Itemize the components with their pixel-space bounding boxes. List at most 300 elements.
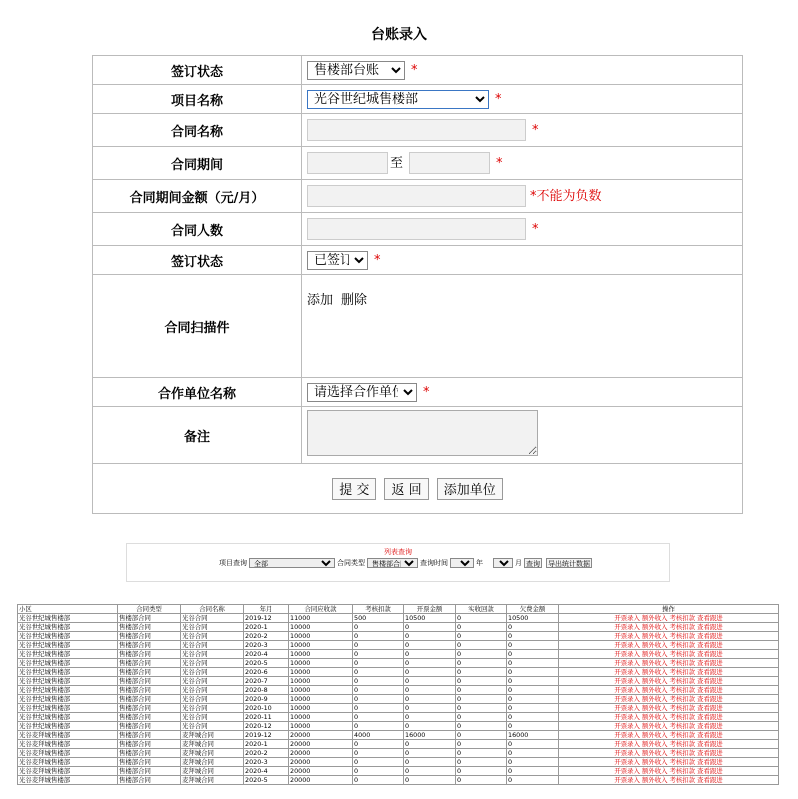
table-cell: 0 [353, 632, 404, 641]
row-action-link[interactable]: 考核扣款 [669, 623, 696, 631]
table-cell: 售楼部合同 [118, 722, 181, 731]
table-cell: 500 [353, 614, 404, 623]
project-name-label: 项目名称 [93, 85, 302, 114]
table-cell: 麦拜城合同 [181, 740, 244, 749]
table-cell: 光谷世纪城售楼部 [18, 722, 118, 731]
table-cell: 光谷麦拜城售楼部 [18, 776, 118, 785]
table-cell: 售楼部合同 [118, 659, 181, 668]
query-button[interactable]: 查询 [526, 560, 540, 568]
table-cell: 20000 [289, 767, 353, 776]
row-action-link[interactable]: 开票录入 [614, 668, 640, 676]
row-action-link[interactable]: 查看跟进 [697, 659, 723, 667]
table-cell: 光谷合同 [181, 677, 244, 686]
table-cell: 0 [507, 632, 559, 641]
row-actions [559, 740, 779, 749]
query-time-label: 查询时间 [420, 559, 448, 567]
add-unit-button[interactable]: 添加单位 [437, 478, 503, 500]
row-action-link[interactable]: 查看跟进 [697, 695, 723, 703]
row-action-link[interactable]: 考核扣款 [669, 695, 696, 703]
table-cell: 0 [507, 722, 559, 731]
project-query-select[interactable] [249, 558, 335, 568]
row-action-link[interactable]: 额外收入 [641, 758, 668, 766]
required-mark: * [423, 384, 430, 400]
table-cell: 20000 [289, 740, 353, 749]
contract-period-label: 合同期间 [93, 147, 302, 180]
remark-textarea[interactable] [307, 410, 538, 456]
row-action-link[interactable]: 额外收入 [641, 659, 668, 667]
row-action-link[interactable]: 考核扣款 [669, 650, 696, 658]
table-header-cell: 实收回款 [456, 605, 507, 614]
row-action-link[interactable]: 额外收入 [641, 641, 668, 649]
project-query-label: 项目查询 [219, 559, 247, 567]
row-action-link[interactable]: 查看跟进 [697, 704, 723, 712]
table-cell: 0 [456, 731, 507, 740]
year-select[interactable] [450, 558, 474, 568]
table-cell: 光谷合同 [181, 650, 244, 659]
row-action-link[interactable]: 考核扣款 [669, 686, 696, 694]
table-cell: 10500 [507, 614, 559, 623]
amount-hint: *不能为负数 [530, 188, 602, 204]
row-action-link[interactable]: 考核扣款 [669, 731, 696, 739]
table-header-cell: 合同名称 [181, 605, 244, 614]
remark-label: 备注 [93, 407, 302, 464]
table-cell: 光谷合同 [181, 614, 244, 623]
contract-scan-label: 合同扫描件 [93, 275, 302, 378]
table-cell: 0 [353, 659, 404, 668]
row-action-link[interactable]: 开票录入 [614, 632, 640, 640]
table-cell: 10000 [289, 659, 353, 668]
table-header-cell: 欠费金额 [507, 605, 559, 614]
row-action-link[interactable]: 考核扣款 [669, 614, 696, 622]
table-cell: 麦拜城合同 [181, 767, 244, 776]
table-cell: 售楼部合同 [118, 614, 181, 623]
table-cell: 16000 [404, 731, 456, 740]
row-action-link[interactable]: 开票录入 [614, 686, 640, 694]
row-action-link[interactable]: 查看跟进 [697, 740, 723, 748]
table-cell: 0 [353, 713, 404, 722]
row-action-link[interactable]: 额外收入 [641, 749, 668, 757]
row-action-link[interactable]: 查看跟进 [697, 677, 723, 685]
contract-name-label: 合同名称 [93, 114, 302, 147]
partner-select[interactable] [307, 383, 417, 402]
table-cell: 0 [456, 677, 507, 686]
row-action-link[interactable]: 考核扣款 [669, 758, 696, 766]
row-action-link[interactable]: 额外收入 [641, 650, 668, 658]
table-cell: 光谷世纪城售楼部 [18, 713, 118, 722]
row-action-link[interactable]: 额外收入 [641, 722, 668, 730]
row-action-link[interactable]: 额外收入 [641, 713, 668, 721]
table-cell: 10000 [289, 632, 353, 641]
row-action-link[interactable]: 额外收入 [641, 767, 668, 775]
table-cell: 0 [404, 686, 456, 695]
table-cell: 0 [404, 650, 456, 659]
table-cell: 售楼部合同 [118, 677, 181, 686]
table-cell: 售楼部合同 [118, 713, 181, 722]
row-action-link[interactable]: 开票录入 [614, 740, 640, 748]
table-cell: 0 [456, 758, 507, 767]
table-cell: 光谷世纪城售楼部 [18, 659, 118, 668]
table-cell: 2020-10 [244, 704, 289, 713]
row-action-link[interactable]: 开票录入 [614, 749, 640, 757]
table-cell: 售楼部合同 [118, 686, 181, 695]
table-row [18, 749, 779, 758]
row-action-link[interactable]: 查看跟进 [697, 686, 723, 694]
table-cell: 麦拜城合同 [181, 749, 244, 758]
table-cell: 0 [404, 632, 456, 641]
row-actions [559, 758, 779, 767]
row-action-link[interactable]: 查看跟进 [697, 650, 723, 658]
row-action-link[interactable]: 额外收入 [641, 623, 668, 631]
year-suffix: 年 [476, 559, 483, 567]
period-start-input[interactable] [307, 152, 388, 174]
table-cell: 光谷世纪城售楼部 [18, 668, 118, 677]
table-cell: 0 [353, 641, 404, 650]
row-action-link[interactable]: 开票录入 [614, 650, 640, 658]
row-actions [559, 659, 779, 668]
table-cell: 0 [404, 758, 456, 767]
row-action-link[interactable]: 额外收入 [641, 677, 668, 685]
table-cell: 10000 [289, 695, 353, 704]
row-action-link[interactable]: 开票录入 [614, 731, 640, 739]
table-cell: 0 [353, 686, 404, 695]
table-cell: 光谷麦拜城售楼部 [18, 740, 118, 749]
table-cell: 光谷合同 [181, 686, 244, 695]
table-cell: 0 [456, 632, 507, 641]
table-cell: 2020-11 [244, 713, 289, 722]
row-action-link[interactable]: 查看跟进 [697, 749, 723, 757]
row-action-link[interactable]: 考核扣款 [669, 659, 696, 667]
required-mark: * [532, 221, 539, 237]
table-cell: 售楼部合同 [118, 731, 181, 740]
signed-status-label: 签订状态 [93, 246, 302, 275]
table-row [18, 722, 779, 731]
table-row [18, 668, 779, 677]
row-action-link[interactable]: 考核扣款 [669, 722, 696, 730]
table-cell: 0 [404, 767, 456, 776]
table-cell: 0 [404, 749, 456, 758]
row-action-link[interactable]: 额外收入 [641, 731, 668, 739]
row-action-link[interactable]: 开票录入 [614, 722, 640, 730]
table-cell: 20000 [289, 749, 353, 758]
row-action-link[interactable]: 考核扣款 [669, 740, 696, 748]
row-action-link[interactable]: 查看跟进 [697, 641, 723, 649]
export-stats-button[interactable]: 导出统计数据 [548, 560, 590, 568]
table-cell: 2020-12 [244, 722, 289, 731]
month-suffix: 月 [515, 559, 522, 567]
table-cell: 售楼部合同 [118, 758, 181, 767]
period-to-text: 至 [390, 155, 404, 171]
row-actions [559, 704, 779, 713]
table-cell: 2020-3 [244, 641, 289, 650]
row-action-link[interactable]: 查看跟进 [697, 713, 723, 721]
row-action-link[interactable]: 查看跟进 [697, 614, 723, 622]
row-actions [559, 623, 779, 632]
table-cell: 0 [507, 776, 559, 785]
row-action-link[interactable]: 开票录入 [614, 767, 640, 775]
table-cell: 0 [507, 686, 559, 695]
table-cell: 0 [507, 623, 559, 632]
row-actions [559, 686, 779, 695]
table-cell: 售楼部合同 [118, 704, 181, 713]
table-cell: 0 [404, 623, 456, 632]
table-cell: 0 [456, 704, 507, 713]
table-cell: 0 [404, 713, 456, 722]
table-cell: 0 [456, 668, 507, 677]
required-mark: * [374, 252, 381, 268]
table-cell: 光谷麦拜城售楼部 [18, 731, 118, 740]
row-action-link[interactable]: 查看跟进 [697, 758, 723, 766]
table-cell: 光谷合同 [181, 659, 244, 668]
row-action-link[interactable]: 开票录入 [614, 659, 640, 667]
table-cell: 11000 [289, 614, 353, 623]
row-action-link[interactable]: 额外收入 [641, 668, 668, 676]
table-cell: 光谷合同 [181, 632, 244, 641]
contract-amount-label: 合同期间金额（元/月） [93, 180, 302, 213]
submit-button[interactable]: 提 交 [332, 478, 376, 500]
table-cell: 光谷合同 [181, 713, 244, 722]
table-cell: 0 [507, 641, 559, 650]
table-row [18, 731, 779, 740]
table-cell: 20000 [289, 776, 353, 785]
table-row [18, 695, 779, 704]
signed-status-select[interactable] [307, 251, 368, 270]
query-toolbar [219, 558, 594, 568]
row-action-link[interactable]: 考核扣款 [669, 749, 696, 757]
required-mark: * [496, 155, 503, 171]
table-row [18, 767, 779, 776]
table-row [18, 686, 779, 695]
table-cell: 0 [456, 659, 507, 668]
table-cell: 光谷世纪城售楼部 [18, 704, 118, 713]
sign-status-label: 签订状态 [93, 56, 302, 85]
contract-type-select[interactable] [367, 558, 418, 568]
table-row [18, 659, 779, 668]
row-actions [559, 731, 779, 740]
table-cell: 0 [404, 740, 456, 749]
row-action-link[interactable]: 开票录入 [614, 677, 640, 685]
table-cell: 10000 [289, 641, 353, 650]
row-action-link[interactable]: 查看跟进 [697, 632, 723, 640]
table-cell: 光谷世纪城售楼部 [18, 695, 118, 704]
table-cell: 麦拜城合同 [181, 776, 244, 785]
row-actions [559, 632, 779, 641]
table-cell: 光谷合同 [181, 623, 244, 632]
required-mark: * [495, 91, 502, 107]
table-cell: 2020-2 [244, 749, 289, 758]
row-action-link[interactable]: 考核扣款 [669, 668, 696, 676]
table-header-cell: 小区 [18, 605, 118, 614]
table-cell: 0 [353, 776, 404, 785]
table-cell: 2019-12 [244, 731, 289, 740]
row-action-link[interactable]: 开票录入 [614, 713, 640, 721]
table-row [18, 740, 779, 749]
project-name-select[interactable] [307, 90, 489, 109]
table-cell: 0 [456, 614, 507, 623]
table-cell: 光谷合同 [181, 668, 244, 677]
row-actions [559, 749, 779, 758]
table-cell: 0 [353, 722, 404, 731]
table-cell: 售楼部合同 [118, 623, 181, 632]
row-action-link[interactable]: 额外收入 [641, 632, 668, 640]
contract-name-input[interactable] [307, 119, 526, 141]
row-action-link[interactable]: 考核扣款 [669, 704, 696, 712]
table-cell: 0 [353, 740, 404, 749]
table-cell: 0 [456, 686, 507, 695]
row-action-link[interactable]: 考核扣款 [669, 713, 696, 721]
table-cell: 16000 [507, 731, 559, 740]
row-action-link[interactable]: 查看跟进 [697, 722, 723, 730]
table-cell: 2020-5 [244, 776, 289, 785]
table-cell: 售楼部合同 [118, 650, 181, 659]
table-cell: 10000 [289, 623, 353, 632]
table-cell: 0 [353, 758, 404, 767]
row-actions [559, 695, 779, 704]
table-cell: 2019-12 [244, 614, 289, 623]
table-row [18, 776, 779, 785]
row-action-link[interactable]: 考核扣款 [669, 776, 696, 784]
table-row [18, 758, 779, 767]
table-row [18, 641, 779, 650]
table-cell: 0 [353, 695, 404, 704]
scan-add-link[interactable]: 添加 [307, 293, 334, 308]
contract-people-input[interactable] [307, 218, 526, 240]
table-cell: 光谷麦拜城售楼部 [18, 767, 118, 776]
table-header-cell: 考核扣款 [353, 605, 404, 614]
table-row [18, 614, 779, 623]
table-cell: 光谷世纪城售楼部 [18, 641, 118, 650]
table-cell: 售楼部合同 [118, 695, 181, 704]
table-cell: 0 [507, 767, 559, 776]
table-cell: 0 [507, 677, 559, 686]
table-cell: 0 [353, 623, 404, 632]
row-action-link[interactable]: 查看跟进 [697, 731, 723, 739]
row-action-link[interactable]: 查看跟进 [697, 776, 723, 784]
table-cell: 光谷合同 [181, 641, 244, 650]
back-button[interactable]: 返 回 [384, 478, 428, 500]
contract-amount-input[interactable] [307, 185, 526, 207]
row-action-link[interactable]: 考核扣款 [669, 641, 696, 649]
row-actions [559, 641, 779, 650]
table-cell: 售楼部合同 [118, 668, 181, 677]
row-action-link[interactable]: 考核扣款 [669, 677, 696, 685]
table-cell: 0 [404, 722, 456, 731]
table-cell: 10000 [289, 704, 353, 713]
table-cell: 2020-9 [244, 695, 289, 704]
table-cell: 光谷麦拜城售楼部 [18, 758, 118, 767]
row-actions [559, 776, 779, 785]
scan-delete-link[interactable]: 删除 [341, 293, 368, 308]
sign-status-select[interactable] [307, 61, 405, 80]
row-action-link[interactable]: 查看跟进 [697, 668, 723, 676]
table-header-row [18, 605, 779, 614]
table-row [18, 713, 779, 722]
table-cell: 0 [456, 776, 507, 785]
row-action-link[interactable]: 开票录入 [614, 704, 640, 712]
table-cell: 光谷合同 [181, 704, 244, 713]
row-action-link[interactable]: 额外收入 [641, 686, 668, 694]
row-action-link[interactable]: 查看跟进 [697, 767, 723, 775]
table-cell: 0 [456, 722, 507, 731]
row-actions [559, 767, 779, 776]
row-action-link[interactable]: 额外收入 [641, 776, 668, 784]
table-cell: 光谷世纪城售楼部 [18, 632, 118, 641]
table-cell: 2020-8 [244, 686, 289, 695]
table-cell: 10000 [289, 650, 353, 659]
row-action-link[interactable]: 开票录入 [614, 641, 640, 649]
table-cell: 0 [404, 668, 456, 677]
table-cell: 0 [507, 713, 559, 722]
table-cell: 2020-2 [244, 632, 289, 641]
row-action-link[interactable]: 考核扣款 [669, 767, 696, 775]
table-cell: 0 [353, 650, 404, 659]
table-cell: 2020-7 [244, 677, 289, 686]
table-cell: 0 [507, 740, 559, 749]
table-row [18, 623, 779, 632]
row-action-link[interactable]: 查看跟进 [697, 623, 723, 631]
table-header-cell: 操作 [559, 605, 779, 614]
table-cell: 0 [507, 668, 559, 677]
row-actions [559, 614, 779, 623]
table-header-cell: 合同类型 [118, 605, 181, 614]
table-cell: 10000 [289, 686, 353, 695]
table-row [18, 704, 779, 713]
row-action-link[interactable]: 开票录入 [614, 695, 640, 703]
row-action-link[interactable]: 额外收入 [641, 695, 668, 703]
table-cell: 0 [456, 650, 507, 659]
ledger-table [17, 604, 779, 785]
table-cell: 10500 [404, 614, 456, 623]
table-cell: 0 [456, 713, 507, 722]
table-row [18, 677, 779, 686]
table-cell: 0 [507, 695, 559, 704]
table-cell: 0 [507, 659, 559, 668]
row-action-link[interactable]: 额外收入 [641, 704, 668, 712]
table-cell: 光谷世纪城售楼部 [18, 677, 118, 686]
table-cell: 0 [404, 659, 456, 668]
row-action-link[interactable]: 开票录入 [614, 758, 640, 766]
row-action-link[interactable]: 开票录入 [614, 614, 640, 622]
table-cell: 0 [507, 749, 559, 758]
month-select[interactable] [493, 558, 513, 568]
period-end-input[interactable] [409, 152, 490, 174]
row-action-link[interactable]: 开票录入 [614, 776, 640, 784]
table-cell: 0 [456, 641, 507, 650]
table-cell: 0 [404, 677, 456, 686]
table-cell: 20000 [289, 758, 353, 767]
table-cell: 2020-1 [244, 740, 289, 749]
table-cell: 0 [456, 767, 507, 776]
contract-type-label: 合同类型 [337, 559, 365, 567]
table-cell: 0 [456, 740, 507, 749]
table-cell: 10000 [289, 677, 353, 686]
table-cell: 光谷世纪城售楼部 [18, 614, 118, 623]
row-actions [559, 722, 779, 731]
table-cell: 0 [507, 650, 559, 659]
table-cell: 0 [456, 749, 507, 758]
row-action-link[interactable]: 开票录入 [614, 623, 640, 631]
table-cell: 0 [507, 704, 559, 713]
required-mark: * [411, 62, 418, 78]
row-action-link[interactable]: 额外收入 [641, 614, 668, 622]
table-cell: 光谷合同 [181, 695, 244, 704]
row-action-link[interactable]: 考核扣款 [669, 632, 696, 640]
table-header-cell: 合同应收款 [289, 605, 353, 614]
row-action-link[interactable]: 额外收入 [641, 740, 668, 748]
table-cell: 售楼部合同 [118, 632, 181, 641]
table-cell: 售楼部合同 [118, 740, 181, 749]
table-cell: 0 [353, 767, 404, 776]
table-row [18, 650, 779, 659]
